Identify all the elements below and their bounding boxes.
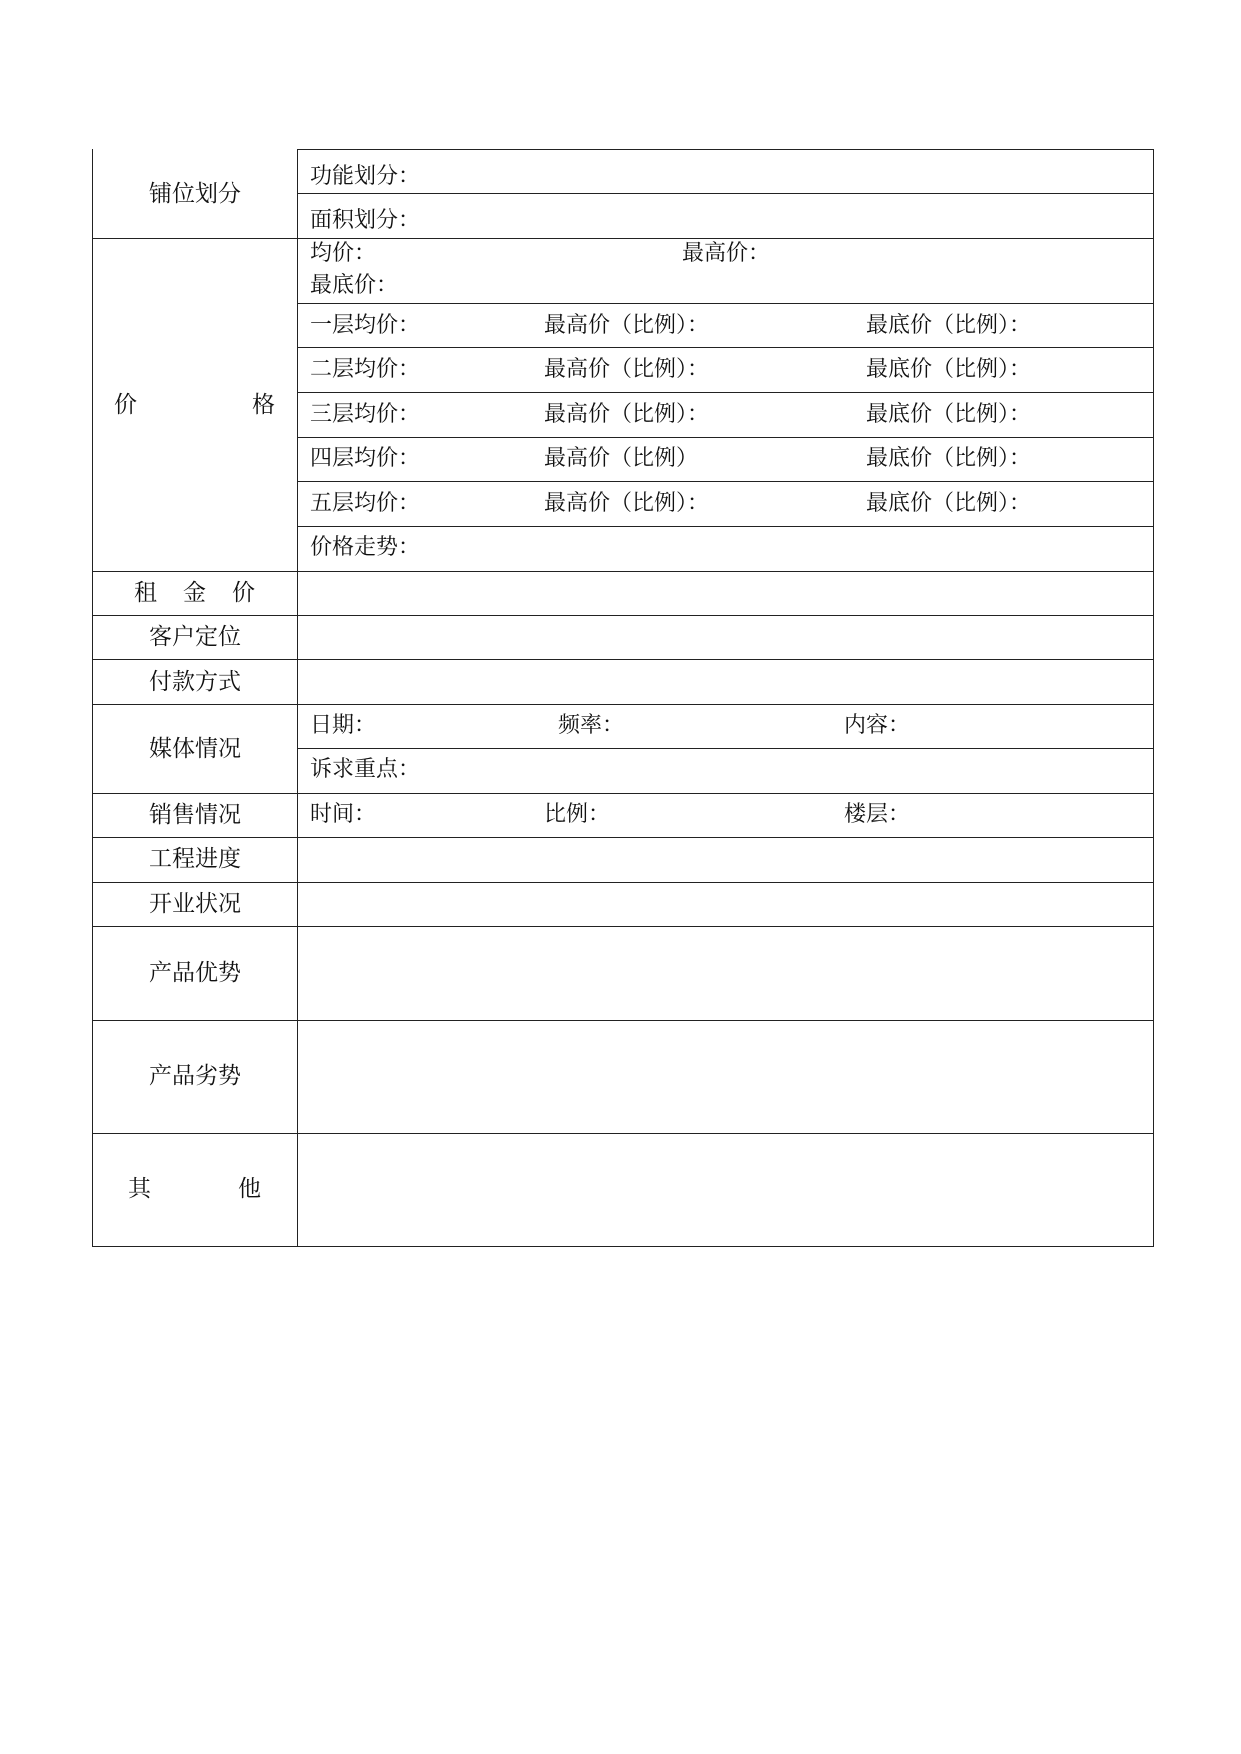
media-date-field: 日期： [310,713,377,738]
sub-row-sep [297,303,1154,304]
shop-division-label: 铺位划分 [149,181,241,207]
row-sep [92,793,1154,794]
media-frequency-field: 频率： [558,713,625,738]
max-price-field: 最高价： [682,241,771,266]
floor-avg-field: 一层均价： [310,313,421,338]
row-sep [92,615,1154,616]
floor-max-field: 最高价（比例）： [544,313,710,338]
function-division-field: 功能划分： [310,164,421,189]
product-disadvantage-label: 产品劣势 [149,1063,241,1089]
rent-label-char-2: 金 [183,580,206,606]
row-sep [92,704,1154,705]
sales-time-field: 时间： [310,802,377,827]
row-sep [92,238,1154,239]
customer-positioning-label: 客户定位 [149,624,241,650]
opening-status-label: 开业状况 [149,891,241,917]
floor-avg-field: 五层均价： [310,491,421,516]
payment-method-label: 付款方式 [149,669,241,695]
sub-row-sep [297,748,1154,749]
price-trend-field: 价格走势： [310,535,421,560]
min-price-field: 最底价： [310,273,399,298]
sub-row-sep [297,392,1154,393]
floor-min-field: 最底价（比例）： [866,357,1032,382]
floor-avg-field: 四层均价： [310,446,421,471]
row-sep [92,926,1154,927]
floor-max-field: 最高价（比例）： [544,357,710,382]
floor-avg-field: 二层均价： [310,357,421,382]
sub-row-sep [297,526,1154,527]
floor-min-field: 最底价（比例）： [866,446,1032,471]
product-advantage-label: 产品优势 [149,960,241,986]
row-sep [92,882,1154,883]
table-right-border [1153,149,1154,1246]
table-top-border [297,149,1154,150]
sales-label: 销售情况 [149,802,241,828]
row-sep [92,659,1154,660]
price-label-right: 格 [252,392,275,418]
media-content-field: 内容： [844,713,911,738]
other-label-left: 其 [128,1176,151,1202]
floor-avg-field: 三层均价： [310,402,421,427]
sub-row-sep [297,437,1154,438]
floor-max-field: 最高价（比例）： [544,402,710,427]
floor-max-field: 最高价（比例）： [544,491,710,516]
media-label: 媒体情况 [149,736,241,762]
floor-min-field: 最底价（比例）： [866,491,1032,516]
area-division-field: 面积划分： [310,208,421,233]
floor-max-field: 最高价（比例） [544,446,699,471]
sub-row-sep [297,347,1154,348]
row-sep [92,1020,1154,1021]
table-bottom-border [92,1246,1154,1247]
avg-price-field: 均价： [310,241,377,266]
floor-min-field: 最底价（比例）： [866,313,1032,338]
sales-floor-field: 楼层： [844,802,911,827]
floor-min-field: 最底价（比例）： [866,402,1032,427]
price-label-left: 价 [114,392,137,418]
sub-row-sep [297,193,1154,194]
row-sep [92,1133,1154,1134]
row-sep [92,837,1154,838]
rent-label-char-3: 价 [232,580,255,606]
row-sep [92,571,1154,572]
construction-progress-label: 工程进度 [149,846,241,872]
sales-ratio-field: 比例： [544,802,611,827]
media-appeal-field: 诉求重点： [310,757,421,782]
sub-row-sep [297,481,1154,482]
other-label-right: 他 [238,1176,261,1202]
rent-label-char-1: 租 [134,580,157,606]
